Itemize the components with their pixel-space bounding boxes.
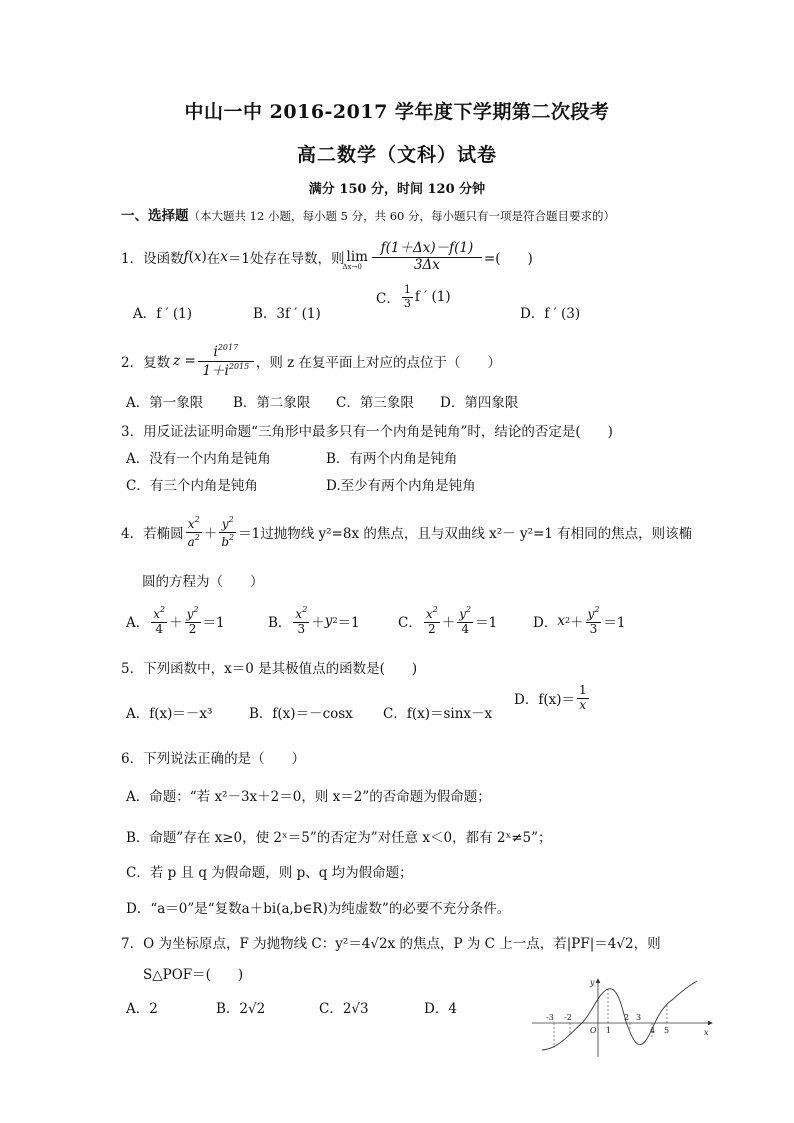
q2-option-d: D．第四象限 <box>440 395 519 411</box>
exam-subtitle: 高二数学（文科）试卷 <box>296 144 497 166</box>
q7-option-a: A．2 <box>126 1001 158 1017</box>
function-graph <box>532 975 722 1060</box>
q4-option-c: C． $\frac{x^2}{2}$ ＋ $\frac{y^2}{4}$ ＝1 <box>398 605 498 636</box>
q4-option-d: D． x 2 ＋ $\frac{y^2}{3}$ ＝1 <box>533 605 626 636</box>
exam-title: 中山一中 2016-2017 学年度下学期第二次段考 <box>184 101 610 123</box>
tick-label: O <box>590 1026 597 1035</box>
q6-option-b: B．命题”存在 x≥0，使 2ˣ＝5”的否定为”对任意 x＜0，都有 2ˣ≠5”； <box>126 830 552 846</box>
tick-label: 2 <box>624 1013 630 1022</box>
tick-label: -2 <box>564 1013 572 1022</box>
y-axis-label: y <box>590 978 595 987</box>
tick-label: -3 <box>546 1013 554 1022</box>
q7-option-d: D．4 <box>424 1001 457 1017</box>
q5-option-c: C．f(x)＝sinx－x <box>383 706 493 722</box>
x-axis-label: x <box>704 1028 709 1037</box>
score-time: 满分 150 分，时间 120 分钟 <box>308 182 486 197</box>
q6-option-c: C．若 p 且 q 为假命题，则 p、q 均为假命题； <box>126 865 413 881</box>
question-6: 6．下列说法正确的是（ ） <box>121 751 306 767</box>
section-title: 一、选择题 <box>121 208 189 224</box>
q3-option-c: C．有三个内角是钝角 <box>126 478 258 494</box>
limit: lim Δx→0 <box>342 249 368 271</box>
question-7: 7．O 为坐标原点，F 为抛物线 C：y²＝4√2x 的焦点，P 为 C 上一点，若|PF|＝4√2，则 <box>121 936 661 952</box>
q1-option-c: C． $\frac{1}{3}$ f ′ (1) <box>376 283 451 310</box>
q1-option-d: D．f ′ (3) <box>520 306 581 322</box>
q1-option-b: B．3f ′ (1) <box>253 306 321 322</box>
q4-option-b: B． $\frac{x^2}{3}$ ＋ y 2 ＝1 <box>268 605 360 636</box>
section-heading <box>121 204 615 224</box>
q3-option-a: A．没有一个内角是钝角 <box>126 451 271 467</box>
q2-option-a: A．第一象限 <box>126 395 204 411</box>
q5-option-d: D．f(x)＝ $\frac{1}{x}$ <box>514 683 587 712</box>
q7-option-c: C．2√3 <box>319 1001 369 1017</box>
q2-option-c: C．第三象限 <box>336 395 414 411</box>
section-note: （本大题共 12 小题，每小题 5 分，共 60 分，每小题只有一项是符合题目要求的） <box>188 209 616 223</box>
q1-fraction: $\frac{f(1+\Delta x)-f(1)}{3\Delta x}$ <box>372 241 482 273</box>
tick-label: 3 <box>636 1013 642 1022</box>
tick-label: 5 <box>664 1026 670 1035</box>
tick-label: 4 <box>650 1026 656 1035</box>
q3-option-d: D.至少有两个内角是钝角 <box>326 478 476 494</box>
q3-option-b: B．有两个内角是钝角 <box>326 451 458 467</box>
q6-option-a: A．命题：“若 x²－3x＋2＝0，则 x＝2”的否命题为假命题； <box>126 789 491 805</box>
q1-option-a: A．f ′ (1) <box>133 306 193 322</box>
question-4-line2: 圆的方程为（ ） <box>142 574 264 590</box>
q6-option-d: D．“a＝0”是“复数a＋bi(a,b∈R)为纯虚数”的必要不充分条件。 <box>126 901 511 917</box>
tick-label: 1 <box>606 1026 612 1035</box>
q2-fraction: $\frac{i^{2017}}{1+i^{2015}}$ <box>198 343 254 379</box>
question-2: 2．复数 z = $\frac{i^{2017}}{1+i^{2015}}$ ，则 z 在复平面上对应的点位于（ ） <box>121 342 502 379</box>
q2-option-b: B．第二象限 <box>233 395 311 411</box>
q5-option-b: B．f(x)＝－cosx <box>249 706 353 722</box>
q4-option-a: A． $\frac{x^2}{4}$ ＋ $\frac{y^2}{2}$ ＝1 <box>126 605 225 636</box>
q7-option-b: B．2√2 <box>216 1001 266 1017</box>
question-3: 3．用反证法证明命题“三角形中最多只有一个内角是钝角”时，结论的否定是( ) <box>121 424 613 440</box>
question-1: 1．设函数 f ( x ) 在 x ＝1 处存在导数，则 lim Δx→0 $\frac{f(1+\Delta x)-f(1)}{3\Delta x}$ =( ) <box>121 239 533 273</box>
question-7-line2: S△POF＝( ) <box>143 967 244 983</box>
q5-option-a: A．f(x)＝－x³ <box>126 706 213 722</box>
question-4: 4．若椭圆 $\frac{x^2}{a^2}$ ＋ $\frac{y^2}{b^2}$ ＝1过抛物线 y²=8x 的焦点，且与双曲线 x²－ y²=1 有相同的焦点，则该椭 <box>121 514 693 549</box>
question-5: 5．下列函数中，x＝0 是其极值点的函数是( ) <box>121 661 418 677</box>
